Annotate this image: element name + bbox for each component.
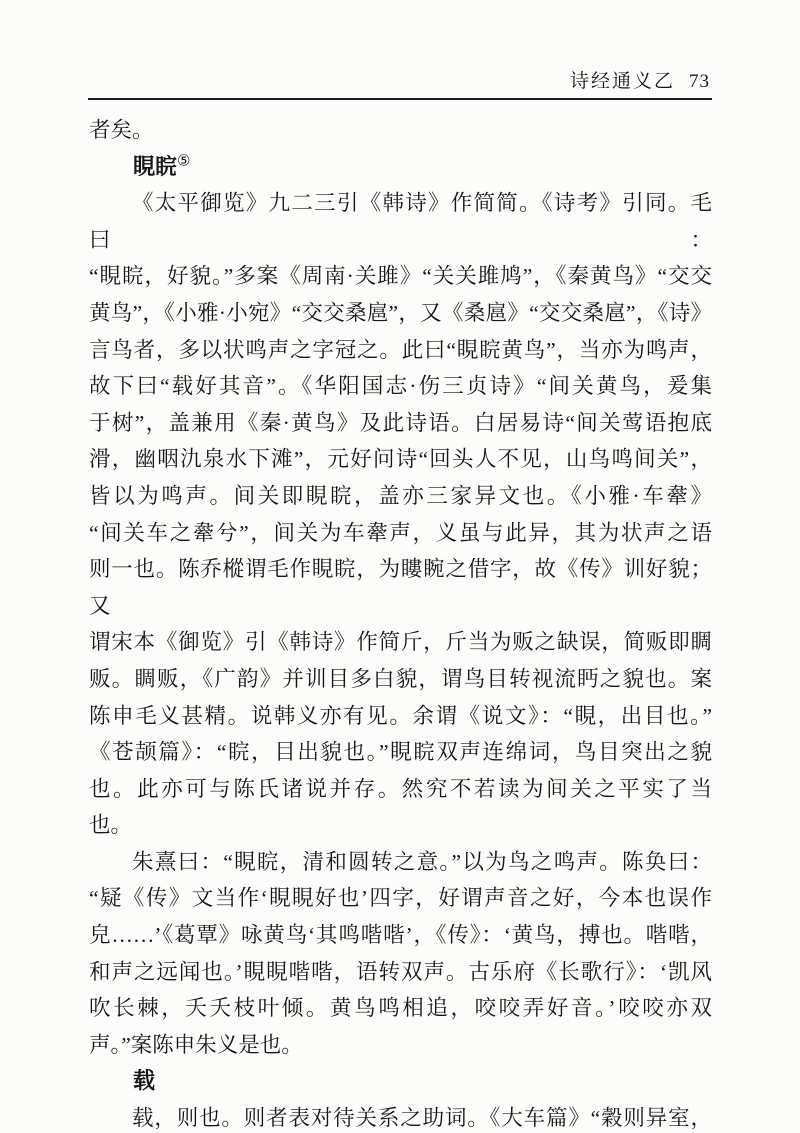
text-line: 故下曰“载好其音”。《华阳国志·伤三贞诗》“间关黄鸟，爰集: [89, 374, 712, 399]
text-line: “间关车之舝兮”，间关为车舝声，义虽与此异，其为状声之语: [89, 520, 712, 545]
text-line: 陈申毛义甚精。说韩义亦有见。余谓《说文》：“睍，出目也。”: [89, 703, 712, 728]
section-heading-zai: [89, 1063, 712, 1100]
section-heading-text: 睍睆: [133, 153, 178, 179]
header-rule: [88, 98, 712, 100]
page-content: [89, 112, 712, 1133]
text-line: 则一也。陈乔樅谓毛作睍睆，为瞜睕之借字，故《传》训好貌；又: [89, 557, 712, 618]
text-line: 皃……’《葛覃》咏黄鸟‘其鸣喈喈’，《传》：‘黄鸟，搏也。喈喈，: [89, 923, 712, 948]
text-line: 和声之远闻也。’睍睍喈喈，语转双声。古乐府《长歌行》：‘凯风: [89, 959, 712, 984]
text-line: 吹长棘，夭夭枝叶倾。黄鸟鸣相追，咬咬弄好音。’咬咬亦双: [89, 996, 712, 1021]
footnote-marker: ⑤: [177, 153, 191, 170]
text-line: 声。”案陈申朱义是也。: [89, 1032, 303, 1057]
text-line: 言鸟者，多以状鸣声之字冠之。此曰“睍睆黄鸟”，当亦为鸣声，: [89, 337, 712, 362]
page-number: 73: [689, 71, 710, 92]
text-line: “疑《传》文当作‘睍睍好也’四字，好谓声音之好，今本也误作: [89, 886, 712, 911]
running-head: [570, 66, 710, 93]
text-line: “睍睆，好貌。”多案《周南·关雎》“关关雎鸠”，《秦黄鸟》“交交: [89, 264, 712, 289]
section-heading-text: 载: [133, 1068, 156, 1094]
paragraph: [89, 185, 712, 844]
text-line: 黄鸟”，《小雅·小宛》“交交桑扈”，又《桑扈》“交交桑扈”，《诗》: [89, 300, 712, 325]
text-line: 也。: [89, 813, 133, 838]
text-line: 谓宋本《御览》引《韩诗》作简斤，斤当为贩之缺误，简贩即睭: [89, 630, 712, 655]
text-line: 也。此亦可与陈氏诸说并存。然究不若读为间关之平实了当: [89, 776, 712, 801]
opening-line: 者矣。: [89, 118, 154, 142]
text-line: 滑，幽咽氿泉水下滩”，元好问诗“回头人不见，山鸟鸣间关”，: [89, 447, 712, 472]
book-title: 诗经通义乙: [569, 71, 675, 92]
text-line: 皆以为鸣声。间关即睍睆，盖亦三家异文也。《小雅·车舝》: [89, 483, 712, 508]
text-line: 于树”，盖兼用《秦·黄鸟》及此诗语。白居易诗“间关莺语抱底: [89, 410, 712, 435]
text-line: 朱熹曰：“睍睆，清和圆转之意。”以为鸟之鸣声。陈奂曰：: [132, 849, 712, 874]
text-line: 贩。睭贩，《广韵》并训目多白貌，谓鸟目转视流眄之貌也。案: [89, 666, 712, 691]
text-line: 《苍颉篇》：“睆，目出貌也。”睍睆双声连绵词，鸟目突出之貌: [89, 740, 712, 765]
paragraph: [89, 1100, 712, 1133]
paragraph: [89, 844, 712, 1064]
text-line: 《太平御览》九二三引《韩诗》作简简。《诗考》引同。毛曰：: [89, 191, 712, 252]
text-line: 载，则也。则者表对待关系之助词。《大车篇》“穀则异室，: [132, 1106, 712, 1131]
section-heading-xianhuan: [89, 149, 712, 186]
